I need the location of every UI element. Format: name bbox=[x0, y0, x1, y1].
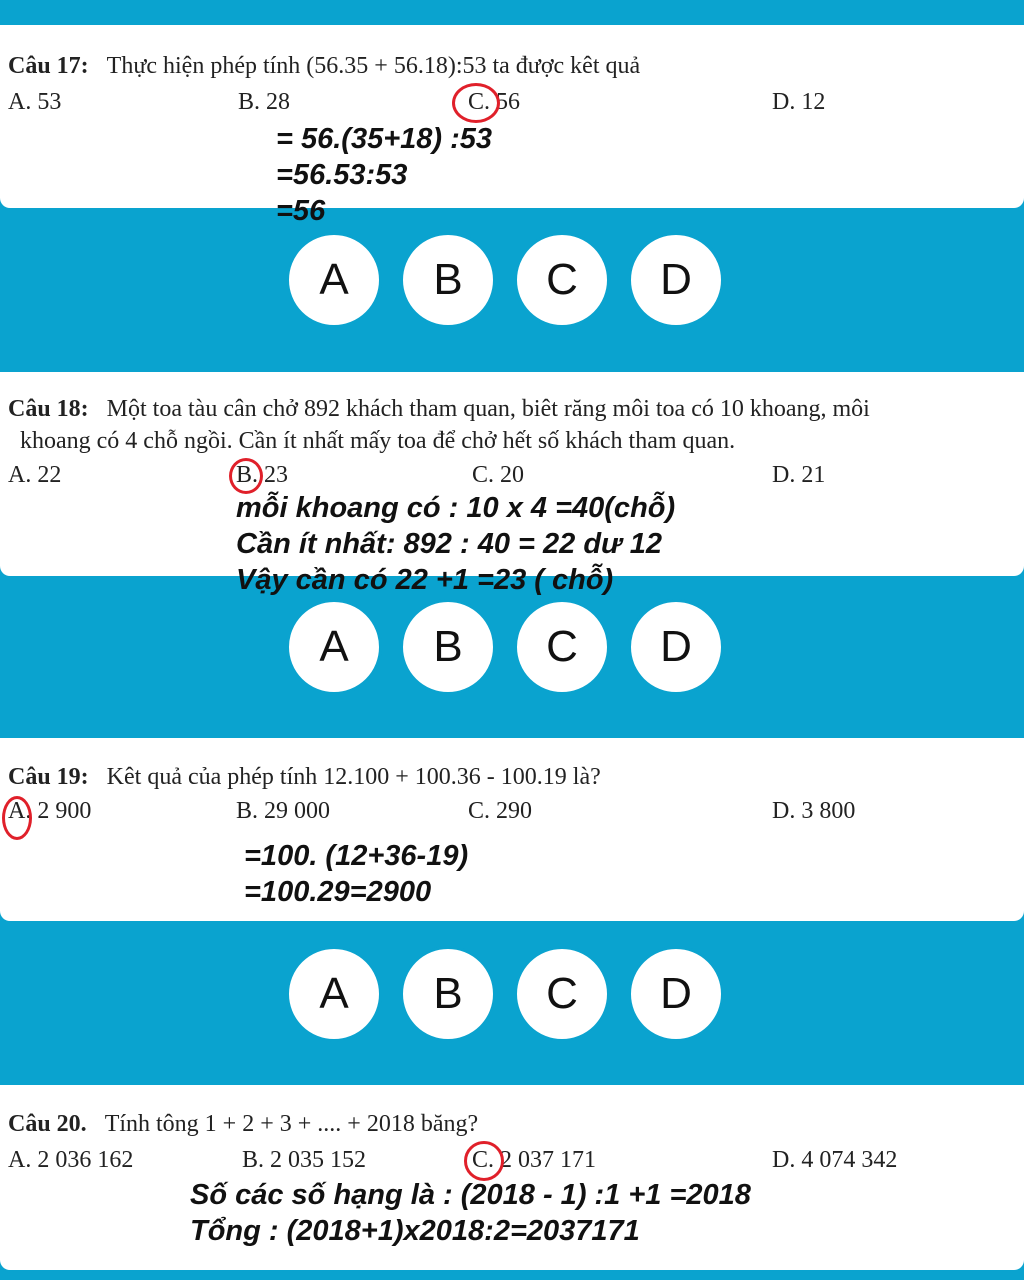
question-prompt: Kêt quả của phép tính 12.100 + 100.36 - 100.19 là? bbox=[106, 764, 601, 790]
answer-circle-mark bbox=[452, 83, 500, 123]
option-a: A. 2 036 162 bbox=[8, 1147, 134, 1173]
work-line: =100. (12+36-19) bbox=[244, 840, 469, 872]
answer-button-a[interactable]: A bbox=[286, 946, 382, 1042]
option-d: D. 3 800 bbox=[772, 798, 856, 824]
question-card-18 bbox=[0, 372, 1024, 576]
bottom-accent-bar bbox=[0, 1270, 1024, 1280]
work-line: Tổng : (2018+1)x2018:2=2037171 bbox=[190, 1215, 640, 1247]
work-line: Số các số hạng là : (2018 - 1) :1 +1 =2018 bbox=[190, 1179, 751, 1211]
question-number: Câu 17: bbox=[8, 53, 89, 79]
answer-buttons-18 bbox=[0, 599, 1024, 709]
answer-button-d[interactable]: D bbox=[628, 232, 724, 328]
answer-button-a[interactable]: A bbox=[286, 599, 382, 695]
question-card-17 bbox=[0, 25, 1024, 227]
option-a: A. 53 bbox=[8, 89, 62, 115]
option-c: C. 2 037 171 bbox=[472, 1147, 597, 1173]
question-17-text bbox=[8, 53, 640, 80]
question-18-text-line2: khoang có 4 chỗ ngồi. Cần ít nhất mấy toa để chở hết số khách tham quan. bbox=[20, 428, 736, 454]
work-line: =100.29=2900 bbox=[244, 876, 432, 908]
question-prompt: Một toa tàu cân chở 892 khách tham quan, biêt răng môi toa có 10 khoang, môi bbox=[106, 396, 870, 422]
work-line: = 56.(35+18) :53 bbox=[276, 123, 493, 155]
question-number: Câu 20. bbox=[8, 1111, 87, 1137]
answer-button-d[interactable]: D bbox=[628, 599, 724, 695]
option-d: D. 12 bbox=[772, 89, 826, 115]
answer-buttons-17 bbox=[0, 232, 1024, 342]
answer-circle-mark bbox=[2, 796, 32, 840]
top-accent-bar bbox=[0, 0, 1024, 10]
question-prompt: Tính tông 1 + 2 + 3 + .... + 2018 băng? bbox=[104, 1111, 479, 1137]
option-c: C. 56 bbox=[468, 89, 521, 115]
option-b: B. 28 bbox=[238, 89, 291, 115]
question-prompt: Thực hiện phép tính (56.35 + 56.18):53 ta được kêt quả bbox=[106, 53, 641, 79]
answer-button-c[interactable]: C bbox=[514, 946, 610, 1042]
option-b: B. 29 000 bbox=[236, 798, 331, 824]
option-d: D. 4 074 342 bbox=[772, 1147, 898, 1173]
option-d: D. 21 bbox=[772, 462, 826, 488]
option-b: B. 23 bbox=[236, 462, 289, 488]
option-c: C. 20 bbox=[472, 462, 525, 488]
work-line: =56.53:53 bbox=[276, 159, 408, 191]
option-c: C. 290 bbox=[468, 798, 533, 824]
answer-button-a[interactable]: A bbox=[286, 232, 382, 328]
answer-button-b[interactable]: B bbox=[400, 946, 496, 1042]
work-line: mỗi khoang có : 10 x 4 =40(chỗ) bbox=[236, 492, 676, 524]
question-18-text bbox=[8, 396, 870, 423]
work-line: =56 bbox=[276, 195, 326, 227]
work-line: Vậy cần có 22 +1 =23 ( chỗ) bbox=[236, 564, 614, 596]
question-card-19 bbox=[0, 738, 1024, 921]
answer-button-c[interactable]: C bbox=[514, 232, 610, 328]
answer-circle-mark bbox=[464, 1141, 504, 1181]
answer-button-b[interactable]: B bbox=[400, 599, 496, 695]
work-line: Cần ít nhất: 892 : 40 = 22 dư 12 bbox=[236, 528, 663, 560]
answer-button-c[interactable]: C bbox=[514, 599, 610, 695]
question-19-text bbox=[8, 764, 601, 791]
question-number: Câu 19: bbox=[8, 764, 89, 790]
answer-button-b[interactable]: B bbox=[400, 232, 496, 328]
answer-circle-mark bbox=[229, 458, 263, 494]
question-20-text bbox=[8, 1111, 478, 1138]
question-card-20 bbox=[0, 1085, 1024, 1270]
option-a: A. 2 900 bbox=[8, 798, 92, 824]
option-a: A. 22 bbox=[8, 462, 62, 488]
option-b: B. 2 035 152 bbox=[242, 1147, 367, 1173]
answer-button-d[interactable]: D bbox=[628, 946, 724, 1042]
answer-buttons-19 bbox=[0, 946, 1024, 1056]
question-number: Câu 18: bbox=[8, 396, 89, 422]
